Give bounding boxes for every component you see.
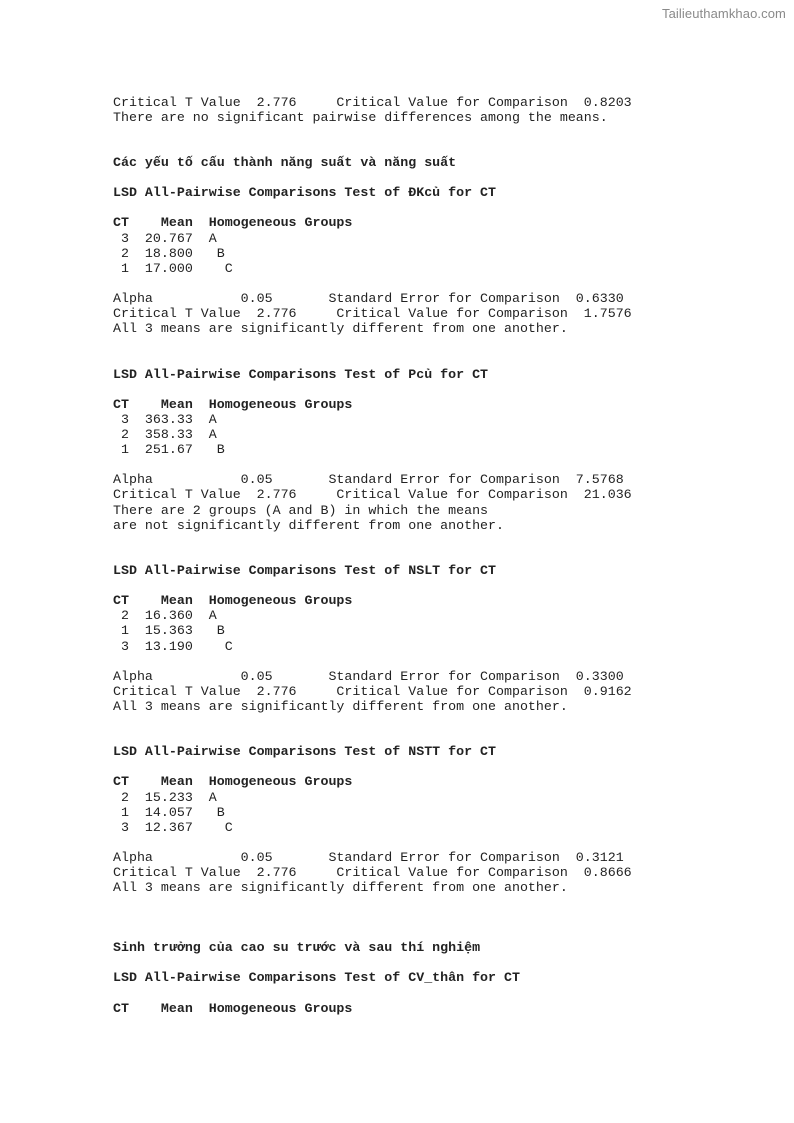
test-title-cv-than: LSD All-Pairwise Comparisons Test of CV_thân for CT (113, 970, 520, 985)
test-title-nstt: LSD All-Pairwise Comparisons Test of NSTT for CT (113, 744, 497, 759)
critical-value-line: Critical T Value 2.776 Critical Value for Comparison 0.8203 (113, 95, 632, 110)
table-row: 2 18.800 B (113, 246, 225, 261)
alpha-line: Alpha 0.05 Standard Error for Comparison 0.3121 (113, 850, 624, 865)
result-note: All 3 means are significantly different from one another. (113, 321, 568, 336)
table-header: CT Mean Homogeneous Groups (113, 215, 353, 230)
test-title-nslt: LSD All-Pairwise Comparisons Test of NSLT for CT (113, 563, 497, 578)
section-heading-yield: Các yếu tố cấu thành năng suất và năng suất (113, 155, 457, 170)
no-difference-note: There are no significant pairwise differences among the means. (113, 110, 608, 125)
table-row: 2 358.33 A (113, 427, 217, 442)
table-row: 3 363.33 A (113, 412, 217, 427)
critical-value-line: Critical T Value 2.776 Critical Value for Comparison 21.036 (113, 487, 632, 502)
table-row: 1 17.000 C (113, 261, 233, 276)
result-note: All 3 means are significantly different from one another. (113, 699, 568, 714)
critical-value-line: Critical T Value 2.776 Critical Value for Comparison 0.9162 (113, 684, 632, 699)
table-row: 1 251.67 B (113, 442, 225, 457)
critical-value-line: Critical T Value 2.776 Critical Value for Comparison 1.7576 (113, 306, 632, 321)
table-row: 1 15.363 B (113, 623, 225, 638)
section-heading-growth: Sinh trưởng của cao su trước và sau thí nghiệm (113, 940, 481, 955)
result-note: are not significantly different from one another. (113, 518, 504, 533)
alpha-line: Alpha 0.05 Standard Error for Comparison 0.3300 (113, 669, 624, 684)
table-header: CT Mean Homogeneous Groups (113, 593, 353, 608)
alpha-line: Alpha 0.05 Standard Error for Comparison 7.5768 (113, 472, 624, 487)
table-header: CT Mean Homogeneous Groups (113, 397, 353, 412)
table-row: 3 12.367 C (113, 820, 233, 835)
table-row: 3 20.767 A (113, 231, 217, 246)
result-note: There are 2 groups (A and B) in which the means (113, 503, 489, 518)
table-row: 2 16.360 A (113, 608, 217, 623)
alpha-line: Alpha 0.05 Standard Error for Comparison 0.6330 (113, 291, 624, 306)
table-row: 2 15.233 A (113, 790, 217, 805)
table-header: CT Mean Homogeneous Groups (113, 1001, 353, 1016)
critical-value-line: Critical T Value 2.776 Critical Value for Comparison 0.8666 (113, 865, 632, 880)
table-row: 3 13.190 C (113, 639, 233, 654)
test-title-dkcu: LSD All-Pairwise Comparisons Test of ĐKcủ for CT (113, 185, 497, 200)
result-note: All 3 means are significantly different from one another. (113, 880, 568, 895)
table-row: 1 14.057 B (113, 805, 225, 820)
test-title-pcu: LSD All-Pairwise Comparisons Test of Pcủ for CT (113, 367, 489, 382)
watermark: Tailieuthamkhao.com (661, 6, 786, 21)
table-header: CT Mean Homogeneous Groups (113, 774, 353, 789)
